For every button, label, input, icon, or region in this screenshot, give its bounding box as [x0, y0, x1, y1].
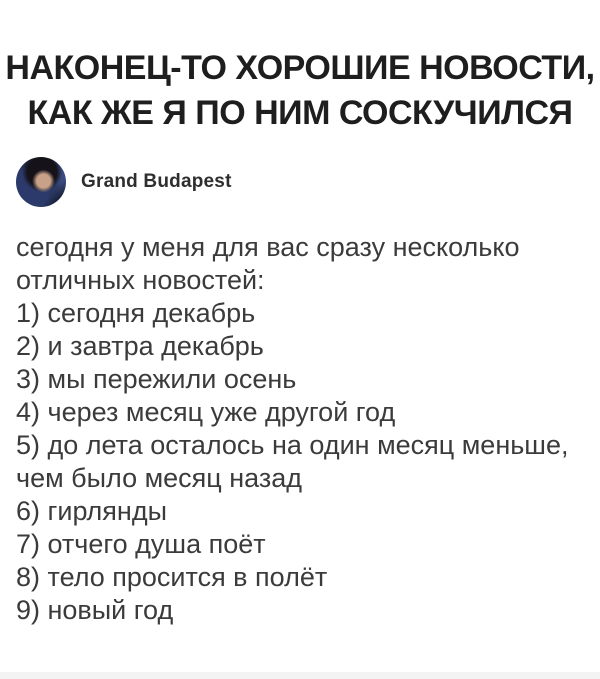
profile-row: [0, 156, 600, 208]
post-body: [0, 231, 600, 627]
bottom-edge-divider: [0, 672, 600, 679]
post-intro: сегодня у меня для вас сразу несколько отличных новостей:: [16, 232, 520, 295]
post-title: [0, 46, 600, 136]
post-title-line-2: КАК ЖЕ Я ПО НИМ СОСКУЧИЛСЯ: [27, 94, 573, 132]
list-item: 9) новый год: [16, 595, 174, 625]
post-title-line-1: НАКОНЕЦ-ТО ХОРОШИЕ НОВОСТИ,: [5, 49, 595, 87]
list-item: 8) тело просится в полёт: [16, 562, 328, 592]
list-item: 3) мы пережили осень: [16, 364, 297, 394]
avatar[interactable]: [16, 157, 66, 207]
meme-post: [0, 46, 600, 679]
user-name[interactable]: Grand Budapest: [81, 171, 232, 192]
list-item: 7) отчего душа поёт: [16, 529, 266, 559]
list-item: 4) через месяц уже другой год: [16, 397, 396, 427]
list-item: 2) и завтра декабрь: [16, 331, 264, 361]
list-item: 5) до лета осталось на один месяц меньше, чем было месяц назад: [16, 430, 569, 493]
list-item: 1) сегодня декабрь: [16, 298, 256, 328]
list-item: 6) гирлянды: [16, 496, 167, 526]
